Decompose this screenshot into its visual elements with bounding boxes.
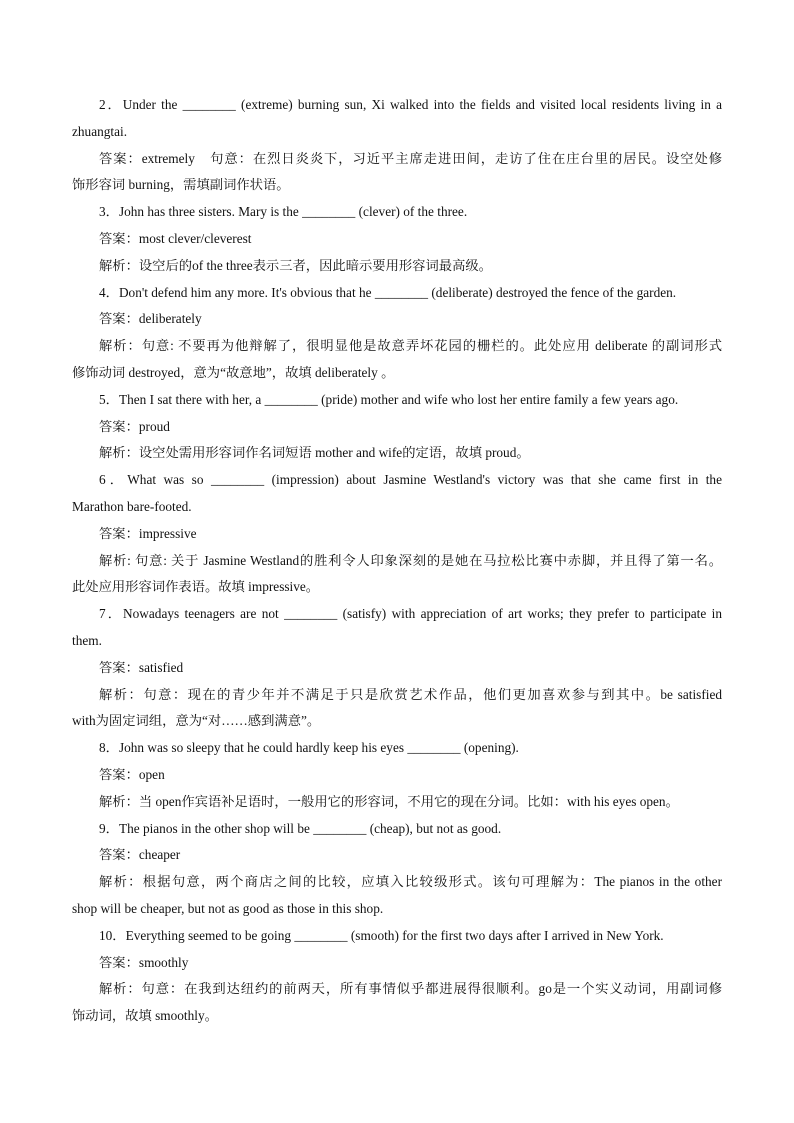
question-4: 4．Don't defend him any more. It's obvious that he ________ (deliberate) destroyed the fence of the garden. — [99, 284, 677, 300]
explanation-5: 解析：设空处需用形容词作名词短语 mother and wife的定语，故填 proud。 — [99, 445, 530, 461]
answer-9: 答案：cheaper — [99, 847, 181, 863]
question-7-line-1: 7．Nowadays teenagers are not ________ (satisfy) with appreciation of art works; they prefer to participate in — [99, 606, 722, 622]
answer-10: 答案：smoothly — [99, 954, 189, 970]
answer-8: 答案：open — [99, 766, 165, 782]
question-6-line-2: Marathon bare-footed. — [72, 498, 192, 514]
answer-4: 答案：deliberately — [99, 311, 202, 327]
question-2-line-1: 2．Under the ________ (extreme) burning sun, Xi walked into the fields and visited local residents living in a — [99, 97, 722, 112]
explanation-9-line-2: shop will be cheaper, but not as good as those in this shop. — [72, 900, 384, 916]
question-10: 10．Everything seemed to be going ________ (smooth) for the first two days after I arrived in New York. — [99, 927, 664, 943]
explanation-7-line-2: with为固定词组，意为“对……感到满意”。 — [72, 713, 321, 729]
explanation-10-line-1: 解析：句意：在我到达纽约的前两天，所有事情似乎都进展得很顺利。go是一个实义动词，用副词修 — [99, 981, 722, 997]
explanation-6-line-2: 此处应用形容词作表语。故填 impressive。 — [72, 579, 320, 595]
question-5: 5．Then I sat there with her, a ________ (pride) mother and wife who lost her entire family a few years ago. — [99, 391, 679, 407]
question-3: 3．John has three sisters. Mary is the ________ (clever) of the three. — [99, 204, 468, 220]
answer-2-line-1: 答案：extremely 句意：在烈日炎炎下，习近平主席走进田间，走访了住在庄台里的居民。设空处修 — [99, 150, 722, 166]
question-6-line-1: 6．What was so ________ (impression) about Jasmine Westland's victory was that she came first in the — [99, 472, 722, 488]
explanation-3: 解析：设空后的of the three表示三者，因此暗示要用形容词最高级。 — [99, 257, 492, 273]
question-9: 9．The pianos in the other shop will be ________ (cheap), but not as good. — [99, 820, 502, 836]
explanation-10-line-2: 饰动词，故填 smoothly。 — [72, 1008, 218, 1024]
answer-2-line-2: 饰形容词 burning，需填副词作状语。 — [72, 177, 290, 193]
explanation-4-line-1: 解析：句意: 不要再为他辩解了，很明显他是故意弄坏花园的栅栏的。此处应用 deliberate 的副词形式 — [99, 338, 722, 354]
explanation-9-line-1: 解析：根据句意，两个商店之间的比较，应填入比较级形式。该句可理解为：The pianos in the other — [99, 874, 722, 890]
explanation-4-line-2: 修饰动词 destroyed，意为“故意地”，故填 deliberately 。 — [72, 364, 395, 380]
question-2-line-2: zhuangtai. — [72, 123, 128, 139]
explanation-6-line-1: 解析: 句意: 关于 Jasmine Westland的胜利令人印象深刻的是她在马拉松比赛中赤脚，并且得了第一名。 — [99, 552, 722, 568]
question-7-line-2: them. — [72, 632, 102, 648]
answer-6: 答案：impressive — [99, 525, 197, 541]
explanation-7-line-1: 解析：句意：现在的青少年并不满足于只是欣赏艺术作品，他们更加喜欢参与到其中。be satisfied — [99, 686, 722, 702]
question-8: 8．John was so sleepy that he could hardly keep his eyes ________ (opening). — [99, 740, 519, 756]
answer-5: 答案：proud — [99, 418, 170, 434]
answer-7: 答案：satisfied — [99, 659, 184, 675]
answer-3: 答案：most clever/cleverest — [99, 230, 252, 246]
explanation-8: 解析：当 open作宾语补足语时，一般用它的形容词，不用它的现在分词。比如：with his eyes open。 — [99, 793, 679, 809]
exercise-list — [72, 92, 722, 1030]
